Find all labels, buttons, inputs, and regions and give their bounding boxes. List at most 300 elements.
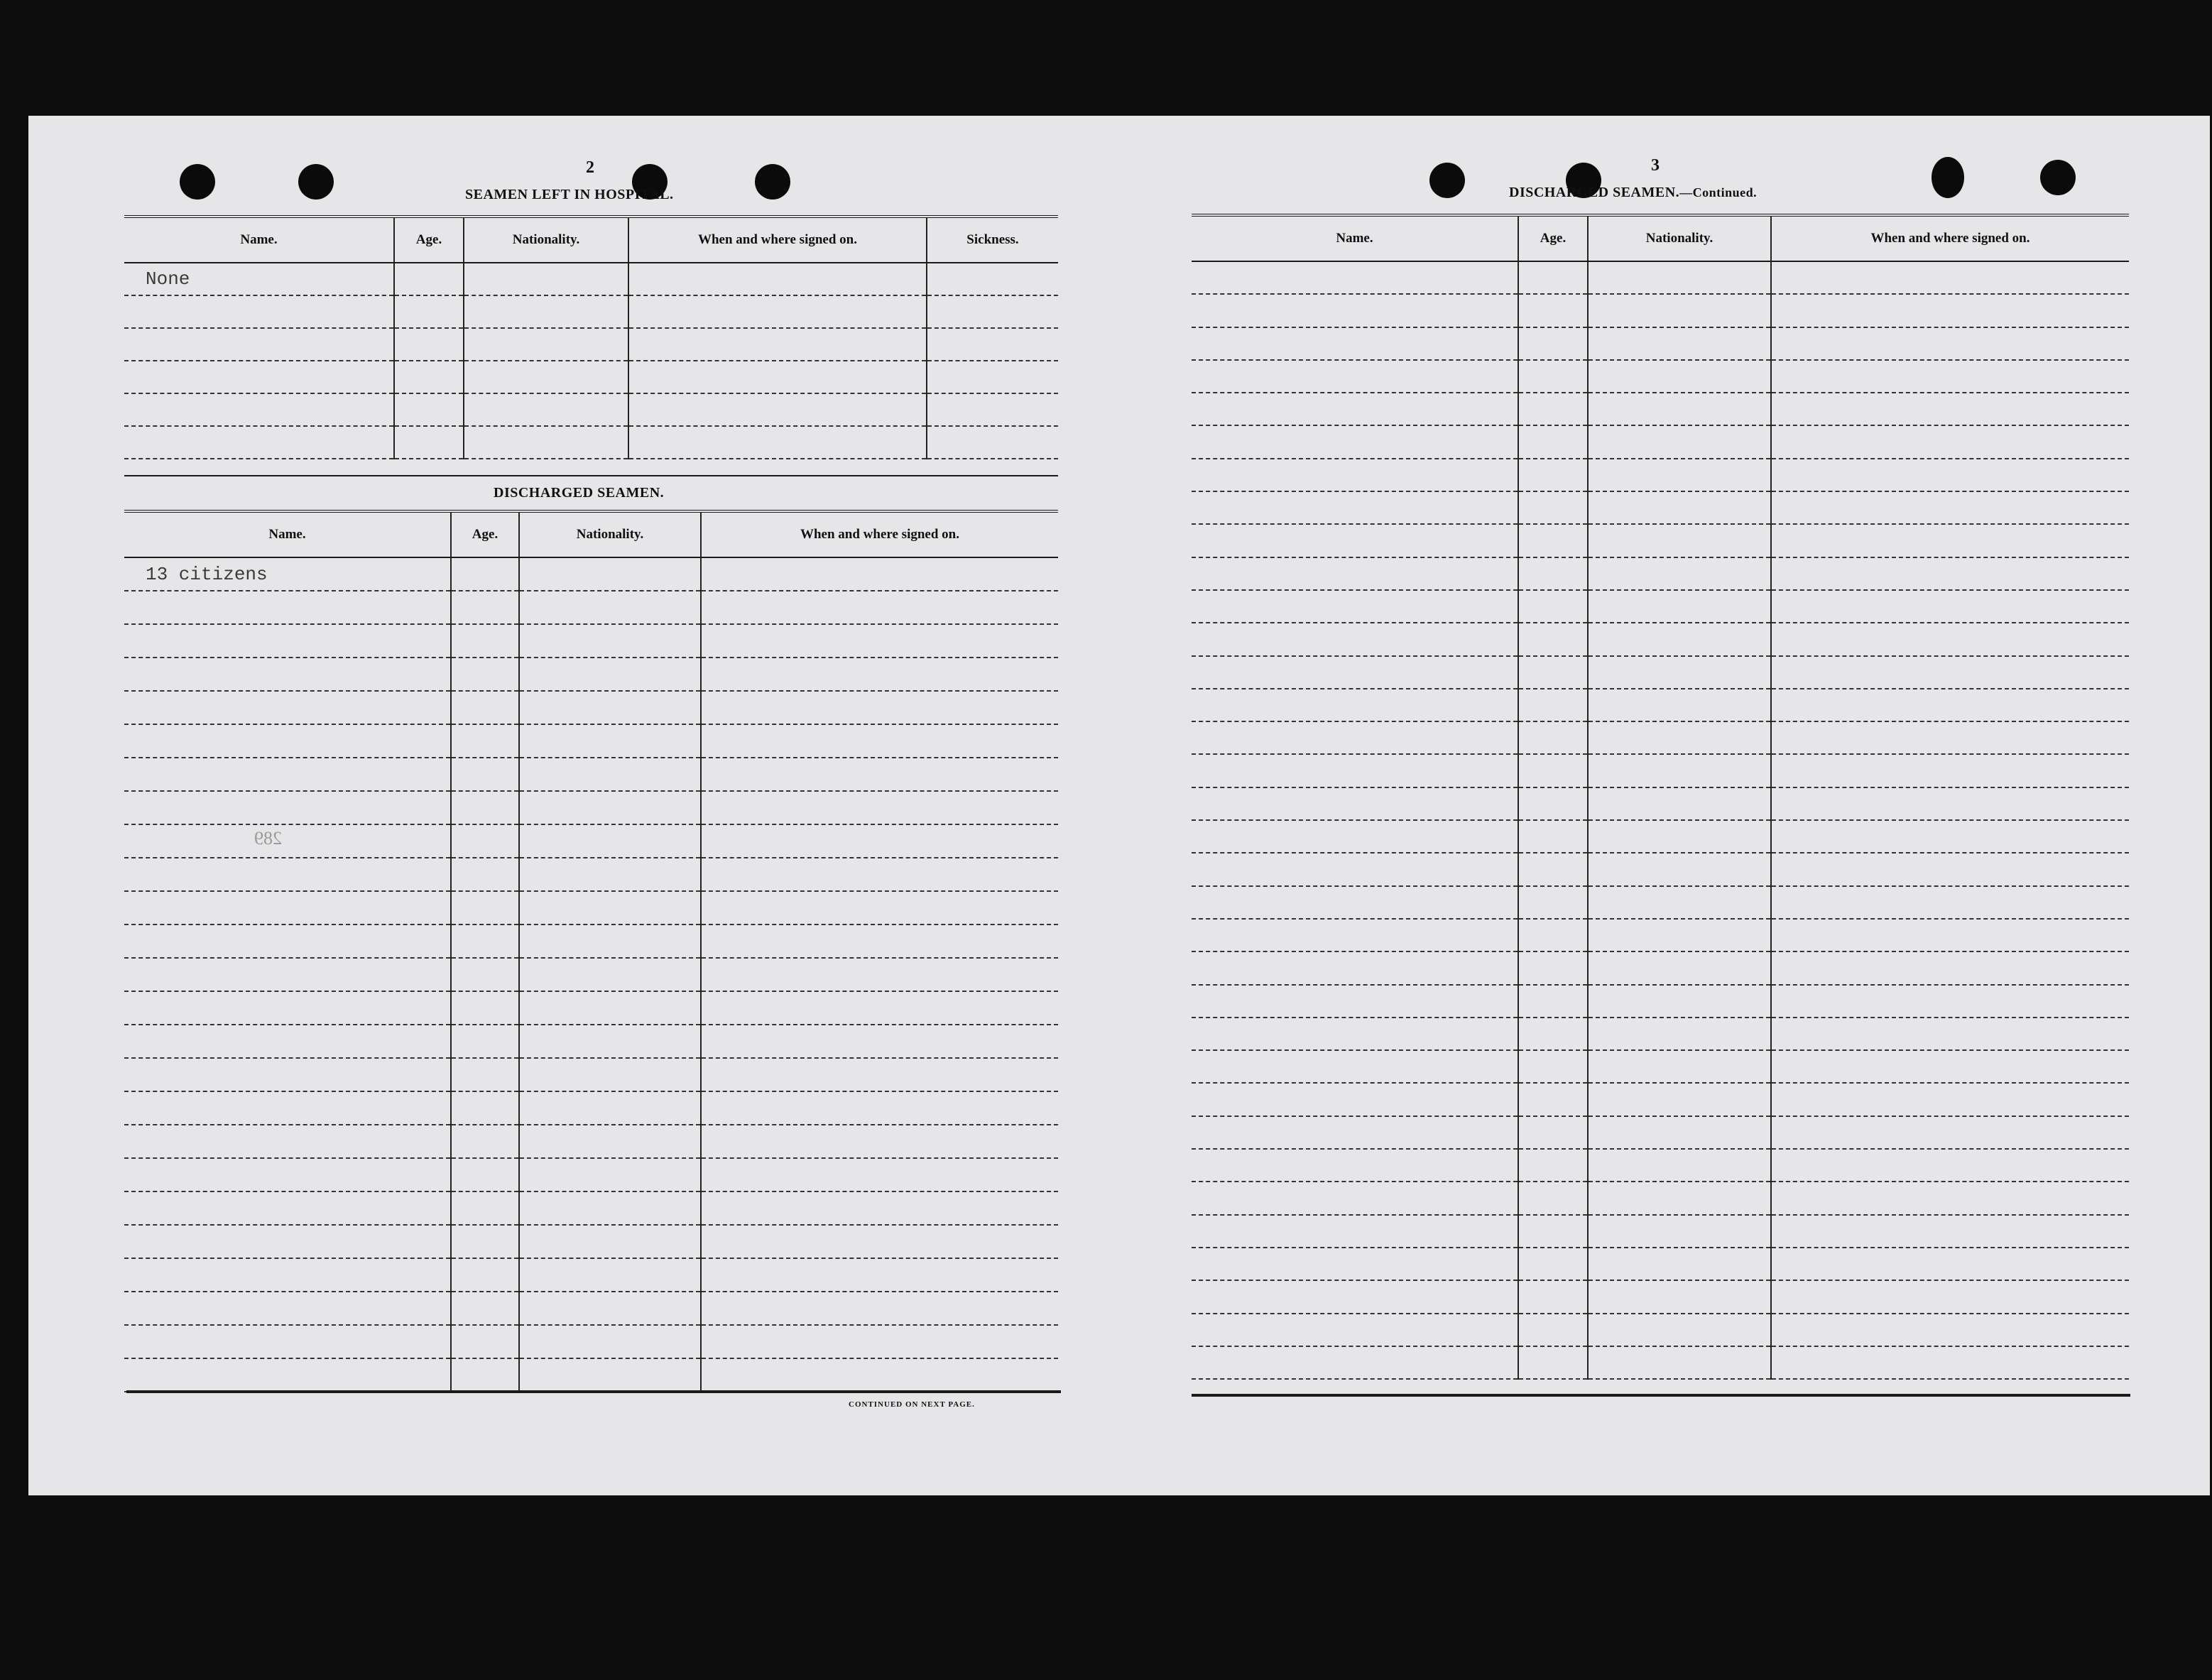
continued-cell: [1192, 656, 1518, 689]
continued-cell: [1518, 1116, 1588, 1149]
continued-cell: [1192, 1018, 1518, 1050]
continued-cell: [1771, 557, 2129, 590]
continued-cell: [1588, 1083, 1771, 1116]
continued-cell: [1192, 294, 1518, 327]
discharged-cell: [519, 791, 701, 824]
hospital-header-3: Nationality.: [464, 217, 628, 263]
hospital-cell: [628, 328, 927, 361]
hospital-cell: [124, 393, 394, 426]
discharged-cell: [519, 724, 701, 758]
continued-footer: CONTINUED ON NEXT PAGE.: [849, 1400, 975, 1409]
discharged-cell: [519, 1125, 701, 1158]
continued-cell: [1192, 1314, 1518, 1346]
continued-cell: [1518, 425, 1588, 458]
continued-cell: [1771, 1346, 2129, 1379]
discharged-cell: [451, 1191, 519, 1225]
continued-cell: [1771, 360, 2129, 393]
discharged-cell: [451, 1125, 519, 1158]
table-row: [1192, 1182, 2129, 1214]
continued-cell: [1771, 820, 2129, 853]
continued-cell: [1192, 886, 1518, 919]
table-row: [1192, 1050, 2129, 1083]
discharged-cell: [451, 858, 519, 891]
continued-cell: [1588, 459, 1771, 491]
table-row: [124, 924, 1058, 958]
continued-cell: [1518, 1018, 1588, 1050]
continued-cell: [1588, 1346, 1771, 1379]
discharged-cell: [701, 991, 1058, 1025]
continued-cell: [1771, 951, 2129, 984]
continued-cell: [1192, 1182, 1518, 1214]
discharged-cell: [701, 557, 1058, 591]
discharged-cell: [451, 1358, 519, 1392]
discharged-cell: [701, 758, 1058, 791]
table-row: [1192, 721, 2129, 754]
bottom-rule: [1192, 1394, 2130, 1397]
hospital-cell: [464, 393, 628, 426]
table-row: [1192, 1346, 2129, 1379]
discharged-cell: [124, 624, 451, 658]
continued-cell: [1192, 1248, 1518, 1280]
continued-cell: [1771, 1083, 2129, 1116]
discharged-cell: [519, 858, 701, 891]
continued-cell: [1588, 656, 1771, 689]
discharged-cell: [451, 1058, 519, 1091]
discharged-cell: [519, 924, 701, 958]
continued-cell: [1771, 1215, 2129, 1248]
continued-cell: [1588, 393, 1771, 425]
continued-cell: [1518, 261, 1588, 294]
discharged-cell: [701, 1058, 1058, 1091]
continued-cell: [1771, 985, 2129, 1018]
hospital-cell: [124, 361, 394, 393]
discharged-cell: [701, 824, 1058, 858]
continued-cell: [1588, 360, 1771, 393]
table-row: [124, 791, 1058, 824]
table-row: [1192, 951, 2129, 984]
continued-cell: [1771, 425, 2129, 458]
page-number: 2: [586, 158, 594, 177]
continued-cell: [1518, 524, 1588, 557]
table-row: [124, 658, 1058, 691]
discharged-cell: [124, 1058, 451, 1091]
table-row: [124, 1158, 1058, 1191]
bleed-through-number: 289: [254, 828, 282, 849]
discharged-cell: [519, 758, 701, 791]
continued-cell: [1518, 557, 1588, 590]
table-row: [124, 1191, 1058, 1225]
discharged-header-4: When and where signed on.: [701, 511, 1058, 557]
document-sheet: [28, 116, 2210, 1495]
discharged-cell: [519, 891, 701, 924]
discharged-cell: [124, 758, 451, 791]
title-main: DISCHARGED SEAMEN.: [1509, 185, 1680, 200]
continued-cell: [1518, 1314, 1588, 1346]
continued-cell: [1588, 1116, 1771, 1149]
table-row: [1192, 754, 2129, 787]
right-page: [1165, 116, 2139, 1495]
discharged-cell: [519, 1358, 701, 1392]
continued-cell: [1588, 820, 1771, 853]
discharged-cell: [451, 1158, 519, 1191]
table-row: [1192, 360, 2129, 393]
discharged-cell: [701, 1091, 1058, 1125]
discharged-cell: [701, 958, 1058, 991]
hospital-cell: [927, 263, 1058, 295]
hospital-table: [124, 215, 1058, 459]
discharged-cell: [124, 791, 451, 824]
continued-cell: [1192, 524, 1518, 557]
continued-cell: [1192, 820, 1518, 853]
continued-header-2: Age.: [1518, 215, 1588, 261]
discharged-cell: [451, 924, 519, 958]
continued-cell: [1192, 459, 1518, 491]
continued-cell: [1192, 1215, 1518, 1248]
continued-cell: [1518, 1050, 1588, 1083]
discharged-cell: 13 citizens: [124, 557, 451, 591]
hospital-cell: [464, 328, 628, 361]
table-row: [124, 891, 1058, 924]
discharged-cell: [519, 1292, 701, 1325]
continued-cell: [1518, 1346, 1588, 1379]
discharged-cell: [519, 557, 701, 591]
discharged-header-2: Age.: [451, 511, 519, 557]
punch-hole: [1429, 163, 1465, 198]
continued-cell: [1588, 557, 1771, 590]
page-number: 3: [1651, 156, 1660, 175]
continued-cell: [1518, 951, 1588, 984]
discharged-cell: [519, 824, 701, 858]
discharged-cell: [701, 1158, 1058, 1191]
continued-cell: [1192, 754, 1518, 787]
continued-cell: [1192, 1116, 1518, 1149]
discharged-cell: [701, 1358, 1058, 1392]
continued-cell: [1518, 919, 1588, 951]
discharged-table: [124, 510, 1058, 1392]
hospital-cell: [124, 295, 394, 328]
continued-cell: [1192, 590, 1518, 623]
discharged-cell: [124, 1225, 451, 1258]
discharged-cell: [451, 724, 519, 758]
table-row: [124, 1125, 1058, 1158]
continued-cell: [1771, 853, 2129, 885]
continued-cell: [1771, 689, 2129, 721]
continued-cell: [1518, 1149, 1588, 1182]
continued-cell: [1771, 721, 2129, 754]
continued-cell: [1518, 294, 1588, 327]
hospital-header-1: Name.: [124, 217, 394, 263]
continued-cell: [1588, 491, 1771, 524]
continued-cell: [1588, 623, 1771, 655]
continued-cell: [1588, 1149, 1771, 1182]
discharged-cell: [124, 1358, 451, 1392]
table-row: [124, 1292, 1058, 1325]
hospital-cell: [464, 295, 628, 328]
continued-header-1: Name.: [1192, 215, 1518, 261]
discharged-cell: [451, 691, 519, 724]
discharged-cell: [519, 958, 701, 991]
discharged-cell: [519, 1158, 701, 1191]
continued-cell: [1192, 853, 1518, 885]
continued-cell: [1588, 754, 1771, 787]
table-row: [1192, 886, 2129, 919]
continued-cell: [1518, 360, 1588, 393]
continued-cell: [1518, 1182, 1588, 1214]
continued-cell: [1771, 1248, 2129, 1280]
discharged-cell: [701, 858, 1058, 891]
continued-cell: [1192, 1083, 1518, 1116]
discharged-cell: [124, 824, 451, 858]
table-row: [1192, 787, 2129, 820]
continued-cell: [1771, 261, 2129, 294]
table-row: [124, 758, 1058, 791]
discharged-cell: [124, 924, 451, 958]
continued-cell: [1588, 590, 1771, 623]
continued-cell: [1588, 1050, 1771, 1083]
table-row: [124, 295, 1058, 328]
continued-cell: [1771, 656, 2129, 689]
discharged-cell: [451, 658, 519, 691]
table-row: [1192, 327, 2129, 360]
discharged-cell: [519, 691, 701, 724]
discharged-cell: [124, 1325, 451, 1358]
continued-cell: [1588, 425, 1771, 458]
continued-cell: [1771, 459, 2129, 491]
discharged-header-3: Nationality.: [519, 511, 701, 557]
continued-cell: [1588, 327, 1771, 360]
table-row: [1192, 656, 2129, 689]
title-continued: —Continued.: [1679, 185, 1758, 200]
continued-cell: [1518, 689, 1588, 721]
discharged-cell: [519, 1325, 701, 1358]
discharged-cell: [701, 658, 1058, 691]
table-row: [1192, 689, 2129, 721]
hospital-header-2: Age.: [394, 217, 464, 263]
continued-cell: [1588, 261, 1771, 294]
discharged-cell: [124, 1091, 451, 1125]
continued-cell: [1771, 393, 2129, 425]
hospital-cell: [628, 361, 927, 393]
continued-cell: [1771, 590, 2129, 623]
discharged-cell: [451, 1025, 519, 1058]
continued-cell: [1192, 1346, 1518, 1379]
table-row: [1192, 524, 2129, 557]
continued-cell: [1518, 754, 1588, 787]
continued-cell: [1771, 787, 2129, 820]
discharged-continued-title: [1509, 185, 1757, 201]
table-row: [1192, 425, 2129, 458]
continued-cell: [1588, 853, 1771, 885]
discharged-cell: [701, 1025, 1058, 1058]
table-row: [1192, 1248, 2129, 1280]
continued-cell: [1192, 393, 1518, 425]
hospital-cell: [394, 393, 464, 426]
table-row: [1192, 623, 2129, 655]
discharged-cell: [124, 991, 451, 1025]
continued-cell: [1771, 623, 2129, 655]
table-row: [1192, 1280, 2129, 1313]
discharged-cell: [451, 591, 519, 624]
discharged-cell: [124, 958, 451, 991]
discharged-cell: [451, 958, 519, 991]
hospital-cell: [124, 328, 394, 361]
table-row: [1192, 820, 2129, 853]
hospital-cell: [927, 328, 1058, 361]
left-page: [92, 116, 1065, 1495]
continued-cell: [1192, 787, 1518, 820]
table-row: [1192, 590, 2129, 623]
continued-cell: [1588, 919, 1771, 951]
continued-cell: [1192, 689, 1518, 721]
discharged-cell: [519, 1258, 701, 1292]
hospital-header-5: Sickness.: [927, 217, 1058, 263]
discharged-cell: [519, 1025, 701, 1058]
discharged-cell: [451, 1091, 519, 1125]
discharged-cell: [701, 724, 1058, 758]
continued-cell: [1518, 886, 1588, 919]
hospital-cell: [628, 295, 927, 328]
continued-cell: [1588, 1314, 1771, 1346]
discharged-cell: [124, 1258, 451, 1292]
table-row: [1192, 1314, 2129, 1346]
discharged-cell: [124, 858, 451, 891]
table-row: [124, 361, 1058, 393]
continued-cell: [1192, 1050, 1518, 1083]
hospital-cell: [927, 393, 1058, 426]
table-row: [1192, 557, 2129, 590]
hospital-cell: [628, 263, 927, 295]
discharged-cell: [701, 924, 1058, 958]
discharged-cell: [124, 1125, 451, 1158]
continued-cell: [1771, 524, 2129, 557]
discharged-continued-table: [1192, 214, 2129, 1380]
table-row: [124, 1025, 1058, 1058]
continued-cell: [1518, 393, 1588, 425]
table-row: [124, 426, 1058, 459]
discharged-cell: [451, 991, 519, 1025]
hospital-cell: [464, 361, 628, 393]
table-row: [1192, 294, 2129, 327]
discharged-cell: [519, 658, 701, 691]
continued-cell: [1192, 951, 1518, 984]
continued-cell: [1771, 1314, 2129, 1346]
table-row: [124, 328, 1058, 361]
discharged-cell: [124, 658, 451, 691]
table-row: [1192, 1149, 2129, 1182]
hospital-cell: None: [124, 263, 394, 295]
hospital-cell: [394, 426, 464, 459]
continued-cell: [1518, 721, 1588, 754]
table-row: [1192, 919, 2129, 951]
continued-cell: [1192, 261, 1518, 294]
continued-cell: [1588, 787, 1771, 820]
discharged-cell: [701, 1258, 1058, 1292]
continued-cell: [1771, 919, 2129, 951]
continued-cell: [1518, 1083, 1588, 1116]
discharged-cell: [701, 624, 1058, 658]
table-row: [1192, 985, 2129, 1018]
continued-cell: [1192, 491, 1518, 524]
table-row: [124, 1358, 1058, 1392]
continued-cell: [1192, 985, 1518, 1018]
discharged-cell: [701, 1191, 1058, 1225]
table-row: [1192, 853, 2129, 885]
table-row: [124, 393, 1058, 426]
hospital-cell: [927, 426, 1058, 459]
discharged-cell: [124, 724, 451, 758]
discharged-section-title: DISCHARGED SEAMEN.: [494, 485, 665, 501]
continued-cell: [1771, 1280, 2129, 1313]
hospital-cell: [927, 361, 1058, 393]
discharged-cell: [124, 591, 451, 624]
hospital-cell: [628, 426, 927, 459]
discharged-cell: [451, 758, 519, 791]
continued-cell: [1192, 1280, 1518, 1313]
discharged-cell: [519, 1225, 701, 1258]
discharged-cell: [451, 791, 519, 824]
hospital-cell: [394, 328, 464, 361]
table-row: [124, 557, 1058, 591]
table-row: [1192, 1083, 2129, 1116]
continued-cell: [1518, 623, 1588, 655]
table-row: [124, 1091, 1058, 1125]
continued-header-3: Nationality.: [1588, 215, 1771, 261]
punch-hole: [1932, 157, 1964, 198]
continued-cell: [1518, 1248, 1588, 1280]
table-row: [124, 858, 1058, 891]
discharged-cell: [451, 1258, 519, 1292]
discharged-cell: [701, 1325, 1058, 1358]
discharged-cell: [451, 557, 519, 591]
continued-cell: [1518, 1215, 1588, 1248]
continued-cell: [1192, 623, 1518, 655]
table-row: [1192, 1116, 2129, 1149]
discharged-cell: [124, 1158, 451, 1191]
continued-cell: [1771, 294, 2129, 327]
table-row: [124, 724, 1058, 758]
discharged-cell: [519, 591, 701, 624]
continued-cell: [1192, 425, 1518, 458]
continued-cell: [1192, 360, 1518, 393]
table-row: [124, 263, 1058, 295]
hospital-cell: [927, 295, 1058, 328]
table-row: [124, 1225, 1058, 1258]
hospital-cell: [628, 393, 927, 426]
continued-cell: [1192, 557, 1518, 590]
hospital-cell: [394, 295, 464, 328]
continued-cell: [1588, 1018, 1771, 1050]
continued-cell: [1588, 951, 1771, 984]
bottom-rule: [126, 1390, 1061, 1393]
continued-cell: [1771, 491, 2129, 524]
hospital-header-4: When and where signed on.: [628, 217, 927, 263]
discharged-cell: [701, 791, 1058, 824]
continued-cell: [1588, 985, 1771, 1018]
hospital-cell: [124, 426, 394, 459]
hospital-cell: [394, 263, 464, 295]
continued-cell: [1518, 1280, 1588, 1313]
table-row: [124, 691, 1058, 724]
table-row: [124, 1058, 1058, 1091]
punch-hole: [755, 164, 790, 200]
hospital-cell: [394, 361, 464, 393]
table-row: [1192, 261, 2129, 294]
continued-cell: [1518, 491, 1588, 524]
continued-cell: [1518, 853, 1588, 885]
table-row: [124, 624, 1058, 658]
continued-cell: [1192, 1149, 1518, 1182]
continued-cell: [1771, 1116, 2129, 1149]
